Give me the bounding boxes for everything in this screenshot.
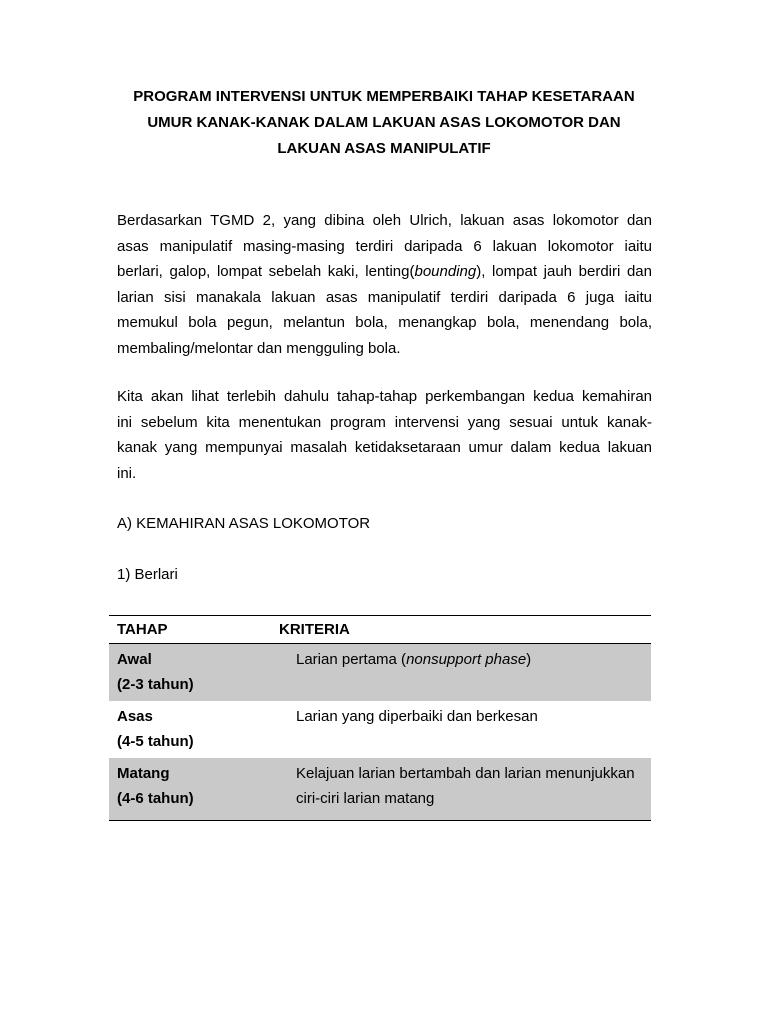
document-title (100, 84, 668, 162)
criteria-text: ciri-ciri larian matang (296, 790, 435, 807)
paragraph-tgmd-intro (117, 208, 652, 362)
paragraph-line: membaling/melontar dan mengguling bola. (117, 339, 401, 357)
paragraph-line: memukul bola pegun, melantun bola, menangkap bola, menendang bola, (117, 314, 652, 332)
stage-age: (4-5 tahun) (117, 733, 194, 750)
stage-age: (4-6 tahun) (117, 790, 194, 807)
column-header-kriteria: KRITERIA (279, 616, 651, 644)
paragraph-line: kanak yang mempunyai masalah ketidaksetaraan umur dalam kedua lakuan (117, 439, 652, 457)
criteria-cell (279, 701, 651, 758)
title-line-2: UMUR KANAK-KANAK DALAM LAKUAN ASAS LOKOMOTOR DAN (147, 114, 621, 131)
paragraph-line: Berdasarkan TGMD 2, yang dibina oleh Ulrich, lakuan asas lokomotor dan (117, 212, 652, 229)
paragraph-text: ), lompat jauh berdiri dan (476, 263, 652, 281)
paragraph-line: ini. (117, 464, 137, 482)
stage-cell (109, 758, 279, 821)
subsection-heading: 1) Berlari (117, 566, 178, 583)
criteria-italic-term: nonsupport phase (406, 651, 527, 668)
paragraph-line: Kita akan lihat terlebih dahulu tahap-tahap perkembangan kedua kemahiran (117, 388, 652, 405)
paragraph-line (117, 259, 652, 285)
paragraph-development-stages (117, 384, 652, 486)
stage-name: Matang (117, 765, 170, 782)
stage-cell (109, 701, 279, 758)
paragraph-line: asas manipulatif masing-masing terdiri daripada 6 lakuan lokomotor iaitu (117, 237, 652, 255)
stage-criteria-table (109, 615, 651, 821)
stage-name: Asas (117, 708, 153, 725)
title-line-3: LAKUAN ASAS MANIPULATIF (277, 140, 491, 157)
italic-term-bounding: bounding (414, 263, 477, 281)
paragraph-line: larian sisi manakala lakuan asas manipulatif terdiri daripada 6 juga iaitu (117, 288, 652, 306)
stage-cell (109, 644, 279, 702)
criteria-text: ) (526, 651, 532, 668)
column-header-tahap: TAHAP (109, 616, 279, 644)
title-line-1: PROGRAM INTERVENSI UNTUK MEMPERBAIKI TAHAP KESETARAAN (133, 88, 635, 105)
table-header-row (109, 616, 651, 644)
table-row (109, 758, 651, 821)
criteria-text: Larian pertama ( (296, 651, 407, 668)
criteria-text: Larian yang diperbaiki dan berkesan (296, 708, 538, 725)
criteria-cell (279, 758, 651, 821)
table-row (109, 644, 651, 702)
stage-age: (2-3 tahun) (117, 676, 194, 693)
stage-name: Awal (117, 651, 152, 668)
section-heading: A) KEMAHIRAN ASAS LOKOMOTOR (117, 515, 371, 532)
table-row (109, 701, 651, 758)
paragraph-line: ini sebelum kita menentukan program intervensi yang sesuai untuk kanak- (117, 413, 652, 431)
paragraph-text: berlari, galop, lompat sebelah kaki, lenting( (117, 263, 415, 281)
criteria-cell (279, 644, 651, 702)
criteria-text: Kelajuan larian bertambah dan larian menunjukkan (296, 765, 635, 782)
